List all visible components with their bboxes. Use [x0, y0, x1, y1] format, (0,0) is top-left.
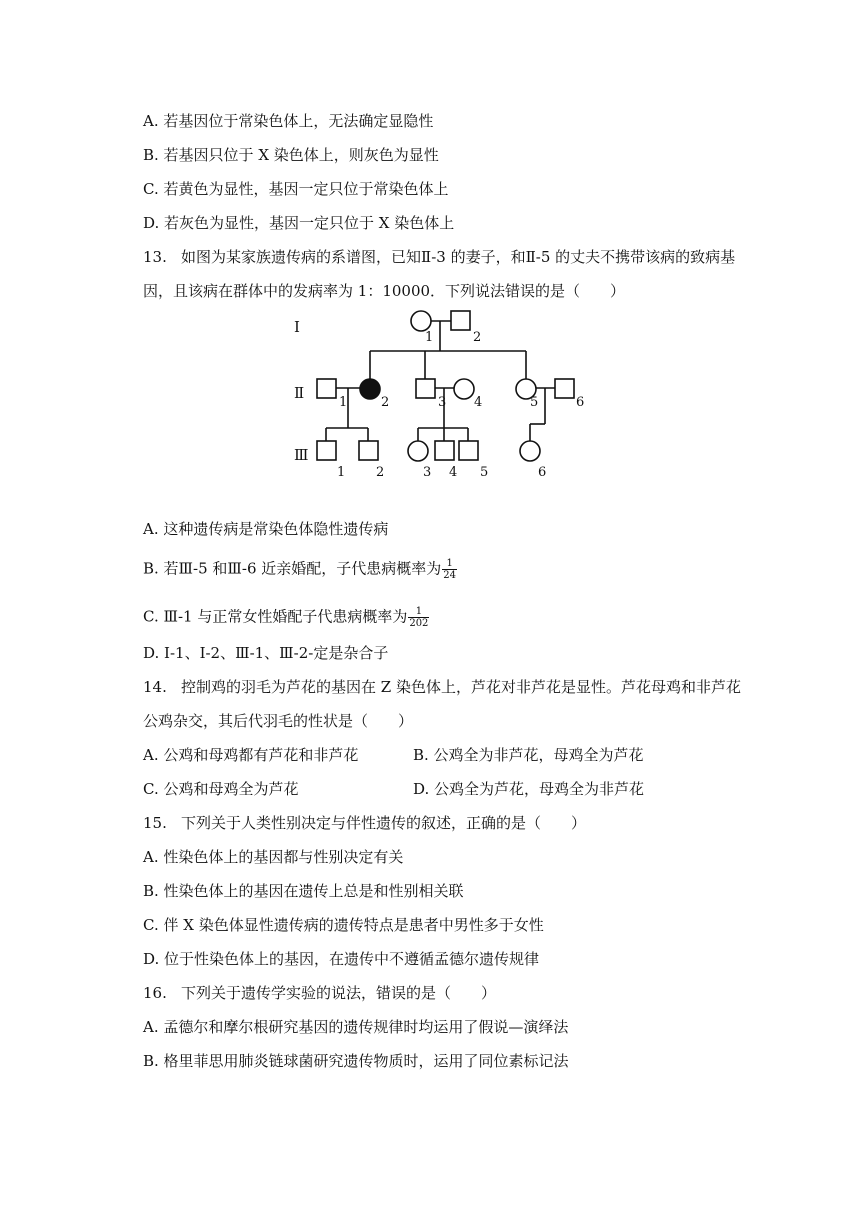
q12-option-b: B. 若基因只位于 X 染色体上，则灰色为显性 — [143, 146, 439, 164]
q15-option-b: B. 性染色体上的基因在遗传上总是和性别相关联 — [143, 882, 464, 900]
gen3-label-2: 2 — [376, 465, 385, 480]
gen3-label-1: 1 — [337, 465, 346, 480]
q13-option-c-numerator: 1 — [408, 606, 429, 618]
pedigree-chart — [290, 306, 590, 486]
q16-stem-line — [143, 983, 496, 1003]
q13-option-c-text: C. Ⅲ-1 与正常女性婚配子代患病概率为 — [143, 607, 408, 626]
q13-option-b-text: B. 若Ⅲ-5 和Ⅲ-6 近亲婚配，子代患病概率为 — [143, 559, 442, 578]
gen3-label-3: 3 — [423, 465, 432, 480]
gen3-male-5 — [459, 441, 478, 460]
gen2-male-1 — [317, 379, 336, 398]
q15-option-c: C. 伴 X 染色体显性遗传病的遗传特点是患者中男性多于女性 — [143, 916, 544, 934]
q14-stem-1: 控制鸡的羽毛为芦花的基因在 Z 染色体上，芦花对非芦花是显性。芦花母鸡和非芦花 — [181, 678, 741, 696]
q13-stem-line-2: 因，且该病在群体中的发病率为 1：10000．下列说法错误的是（ ） — [143, 282, 626, 300]
q15-option-a: A. 性染色体上的基因都与性别决定有关 — [143, 848, 404, 866]
q13-option-d: D. Ⅰ-1、Ⅰ-2、Ⅲ-1、Ⅲ-2-定是杂合子 — [143, 644, 389, 662]
q15-stem-line — [143, 813, 586, 833]
gen-label-3: Ⅲ — [294, 446, 309, 464]
gen3-label-5: 5 — [480, 465, 489, 480]
gen1-female-1 — [411, 311, 431, 331]
q15-number: 15. — [143, 814, 167, 832]
q15-option-d: D. 位于性染色体上的基因，在遗传中不遵循孟德尔遗传规律 — [143, 950, 540, 968]
q13-stem-line-1 — [143, 247, 735, 267]
gen2-label-3: 3 — [438, 395, 447, 410]
gen2-label-4: 4 — [474, 395, 483, 410]
q13-option-b-fraction — [442, 558, 457, 581]
gen3-male-1 — [317, 441, 336, 460]
q14-option-b: B. 公鸡全为非芦花，母鸡全为芦花 — [413, 746, 644, 764]
q14-stem-line-2: 公鸡杂交，其后代羽毛的性状是（ ） — [143, 712, 414, 730]
gen1-male-2 — [451, 311, 470, 330]
q14-option-a: A. 公鸡和母鸡都有芦花和非芦花 — [143, 746, 359, 764]
gen-label-1: Ⅰ — [294, 318, 300, 336]
gen3-label-4: 4 — [449, 465, 458, 480]
q14-number: 14. — [143, 678, 167, 696]
gen3-male-2 — [359, 441, 378, 460]
q16-option-a: A. 孟德尔和摩尔根研究基因的遗传规律时均运用了假说—演绎法 — [143, 1018, 569, 1036]
q16-stem: 下列关于遗传学实验的说法，错误的是（ ） — [181, 984, 497, 1002]
gen2-male-6 — [555, 379, 574, 398]
gen2-label-6: 6 — [576, 395, 585, 410]
gen1-label-1: 1 — [425, 330, 434, 345]
q13-number: 13. — [143, 248, 167, 266]
q16-number: 16. — [143, 984, 167, 1002]
gen2-label-1: 1 — [339, 395, 348, 410]
q13-option-c-fraction — [408, 606, 429, 629]
q13-option-b — [143, 558, 457, 581]
q13-option-c — [143, 606, 429, 629]
q13-stem-1: 如图为某家族遗传病的系谱图，已知Ⅱ-3 的妻子，和Ⅱ-5 的丈夫不携带该病的致病基 — [181, 248, 736, 266]
q16-option-b: B. 格里菲思用肺炎链球菌研究遗传物质时，运用了同位素标记法 — [143, 1052, 569, 1070]
q12-option-d: D. 若灰色为显性，基因一定只位于 X 染色体上 — [143, 214, 455, 232]
q12-option-a: A. 若基因位于常染色体上，无法确定显隐性 — [143, 112, 434, 130]
q13-option-b-denominator: 24 — [443, 570, 456, 581]
q12-option-c: C. 若黄色为显性，基因一定只位于常染色体上 — [143, 180, 449, 198]
gen1-label-2: 2 — [473, 330, 482, 345]
gen2-male-3 — [416, 379, 435, 398]
gen3-label-6: 6 — [538, 465, 547, 480]
q14-option-d: D. 公鸡全为芦花，母鸡全为非芦花 — [413, 780, 645, 798]
q13-option-c-denominator: 202 — [409, 618, 429, 629]
q13-option-a: A. 这种遗传病是常染色体隐性遗传病 — [143, 520, 389, 538]
gen3-female-6 — [520, 441, 540, 461]
gen3-male-4 — [435, 441, 454, 460]
gen2-affected-female-2 — [360, 379, 380, 399]
q14-option-c: C. 公鸡和母鸡全为芦花 — [143, 780, 299, 798]
gen2-female-4 — [454, 379, 474, 399]
q13-option-b-numerator: 1 — [442, 558, 457, 570]
gen3-female-3 — [408, 441, 428, 461]
gen2-label-5: 5 — [530, 395, 539, 410]
gen2-label-2: 2 — [381, 395, 390, 410]
q15-stem: 下列关于人类性别决定与伴性遗传的叙述，正确的是（ ） — [181, 814, 587, 832]
q14-stem-line-1 — [143, 677, 741, 697]
gen-label-2: Ⅱ — [294, 384, 305, 402]
